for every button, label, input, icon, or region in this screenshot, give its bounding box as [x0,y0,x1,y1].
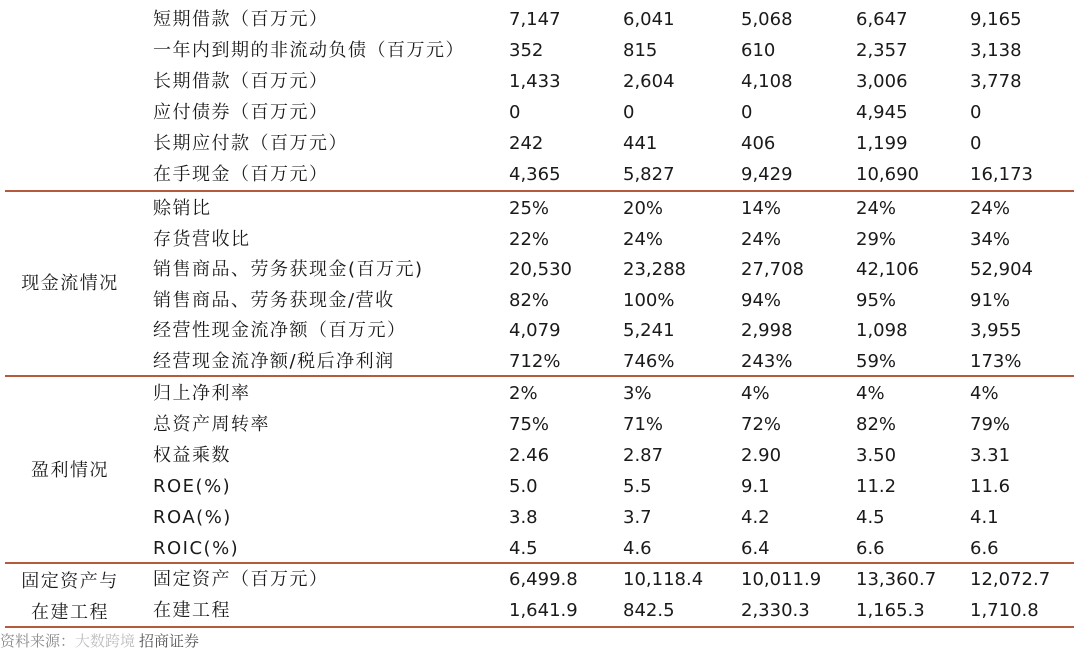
value-cell: 2,604 [623,71,675,92]
value-cell: 72% [741,414,782,435]
row-label: 归上净利率 [153,383,251,404]
value-cell: 4,945 [856,102,908,123]
table-row [0,378,1080,409]
value-cell: 6.6 [970,538,999,559]
value-cell: 94% [741,290,782,311]
table-row [0,193,1080,224]
value-cell: 24% [741,229,782,250]
value-cell: 5.0 [509,476,538,497]
value-cell: 2,330.3 [741,600,810,621]
value-cell: 10,690 [856,164,919,185]
table-row [0,595,1080,626]
value-cell: 79% [970,414,1011,435]
value-cell: 746% [623,351,675,372]
value-cell: 3.8 [509,507,538,528]
value-cell: 2,357 [856,40,908,61]
value-cell: 27,708 [741,259,804,280]
value-cell: 5,068 [741,9,793,30]
value-cell: 5.5 [623,476,652,497]
value-cell: 4.5 [856,507,885,528]
value-cell: 4,365 [509,164,561,185]
value-cell: 0 [970,133,982,154]
source-prefix: 资料来源： [0,632,76,650]
row-label: 经营现金流净额/税后净利润 [153,351,395,372]
value-cell: 4,108 [741,71,793,92]
value-cell: 441 [623,133,658,154]
table-row [0,564,1080,595]
value-cell: 352 [509,40,544,61]
value-cell: 0 [970,102,982,123]
table-row [0,346,1080,377]
table-row [0,409,1080,440]
row-label: 一年内到期的非流动负债（百万元） [153,40,465,61]
value-cell: 16,173 [970,164,1033,185]
value-cell: 7,147 [509,9,561,30]
value-cell: 71% [623,414,664,435]
value-cell: 4% [970,383,999,404]
value-cell: 0 [623,102,635,123]
table-row [0,502,1080,533]
value-cell: 22% [509,229,550,250]
table-row [0,224,1080,255]
value-cell: 0 [741,102,753,123]
value-cell: 3.31 [970,445,1011,466]
value-cell: 34% [970,229,1011,250]
value-cell: 52,904 [970,259,1033,280]
row-label: 销售商品、劳务获现金(百万元) [153,259,424,280]
value-cell: 610 [741,40,776,61]
value-cell: 82% [509,290,550,311]
table-row [0,533,1080,564]
table-row [0,159,1080,190]
row-label: 权益乘数 [153,445,231,466]
value-cell: 4.1 [970,507,999,528]
row-label: 总资产周转率 [153,414,270,435]
value-cell: 1,165.3 [856,600,925,621]
value-cell: 91% [970,290,1011,311]
value-cell: 13,360.7 [856,569,937,590]
value-cell: 815 [623,40,658,61]
group-label-fixed-line2: 在建工程 [31,602,109,623]
source-org: 招商证券 [139,632,200,650]
value-cell: 5,241 [623,320,675,341]
row-label: 固定资产（百万元） [153,569,329,590]
value-cell: 24% [623,229,664,250]
value-cell: 20,530 [509,259,572,280]
value-cell: 6,647 [856,9,908,30]
value-cell: 3.50 [856,445,897,466]
section-divider-cashflow [5,190,1074,192]
value-cell: 9,429 [741,164,793,185]
row-label: ROIC(%) [153,538,240,559]
value-cell: 6.4 [741,538,770,559]
value-cell: 100% [623,290,675,311]
value-cell: 0 [509,102,521,123]
value-cell: 5,827 [623,164,675,185]
row-label: 赊销比 [153,198,212,219]
value-cell: 75% [509,414,550,435]
value-cell: 24% [970,198,1011,219]
value-cell: 9.1 [741,476,770,497]
value-cell: 1,710.8 [970,600,1039,621]
value-cell: 242 [509,133,544,154]
table-row [0,35,1080,66]
value-cell: 3,006 [856,71,908,92]
source-note [0,628,199,654]
row-label: 在手现金（百万元） [153,164,329,185]
table-row [0,254,1080,285]
value-cell: 4.2 [741,507,770,528]
row-label: 销售商品、劳务获现金/营收 [153,290,395,311]
row-label: 长期借款（百万元） [153,71,329,92]
table-row [0,128,1080,159]
value-cell: 23,288 [623,259,686,280]
row-label: 应付债券（百万元） [153,102,329,123]
value-cell: 2.46 [509,445,550,466]
value-cell: 42,106 [856,259,919,280]
value-cell: 173% [970,351,1022,372]
value-cell: 4.6 [623,538,652,559]
table-row [0,285,1080,316]
value-cell: 59% [856,351,897,372]
value-cell: 10,118.4 [623,569,704,590]
row-label: ROE(%) [153,476,232,497]
value-cell: 4,079 [509,320,561,341]
value-cell: 14% [741,198,782,219]
value-cell: 6,499.8 [509,569,578,590]
table-row [0,66,1080,97]
row-label: 短期借款（百万元） [153,9,329,30]
row-label: ROA(%) [153,507,232,528]
table-row [0,97,1080,128]
value-cell: 4% [741,383,770,404]
watermark-text: 大数跨境 [75,632,136,650]
value-cell: 29% [856,229,897,250]
value-cell: 4.5 [509,538,538,559]
value-cell: 9,165 [970,9,1022,30]
row-label: 经营性现金流净额（百万元） [153,320,407,341]
group-label-profit: 盈利情况 [31,460,109,481]
value-cell: 1,433 [509,71,561,92]
value-cell: 11.2 [856,476,897,497]
value-cell: 20% [623,198,664,219]
value-cell: 243% [741,351,793,372]
value-cell: 1,199 [856,133,908,154]
value-cell: 11.6 [970,476,1011,497]
value-cell: 95% [856,290,897,311]
value-cell: 3.7 [623,507,652,528]
value-cell: 10,011.9 [741,569,822,590]
row-label: 存货营收比 [153,229,251,250]
value-cell: 2.90 [741,445,782,466]
table-row [0,315,1080,346]
value-cell: 3% [623,383,652,404]
table-row [0,440,1080,471]
row-label: 长期应付款（百万元） [153,133,348,154]
value-cell: 2.87 [623,445,664,466]
value-cell: 12,072.7 [970,569,1051,590]
value-cell: 2% [509,383,538,404]
value-cell: 712% [509,351,561,372]
row-label: 在建工程 [153,600,231,621]
value-cell: 6.6 [856,538,885,559]
value-cell: 3,138 [970,40,1022,61]
value-cell: 1,098 [856,320,908,341]
value-cell: 6,041 [623,9,675,30]
table-row [0,471,1080,502]
group-label-cashflow: 现金流情况 [21,273,119,294]
value-cell: 842.5 [623,600,675,621]
value-cell: 24% [856,198,897,219]
value-cell: 2,998 [741,320,793,341]
value-cell: 3,955 [970,320,1022,341]
value-cell: 4% [856,383,885,404]
group-label-fixed-line1: 固定资产与 [21,571,119,592]
value-cell: 25% [509,198,550,219]
value-cell: 82% [856,414,897,435]
table-row [0,4,1080,35]
value-cell: 3,778 [970,71,1022,92]
value-cell: 1,641.9 [509,600,578,621]
value-cell: 406 [741,133,776,154]
